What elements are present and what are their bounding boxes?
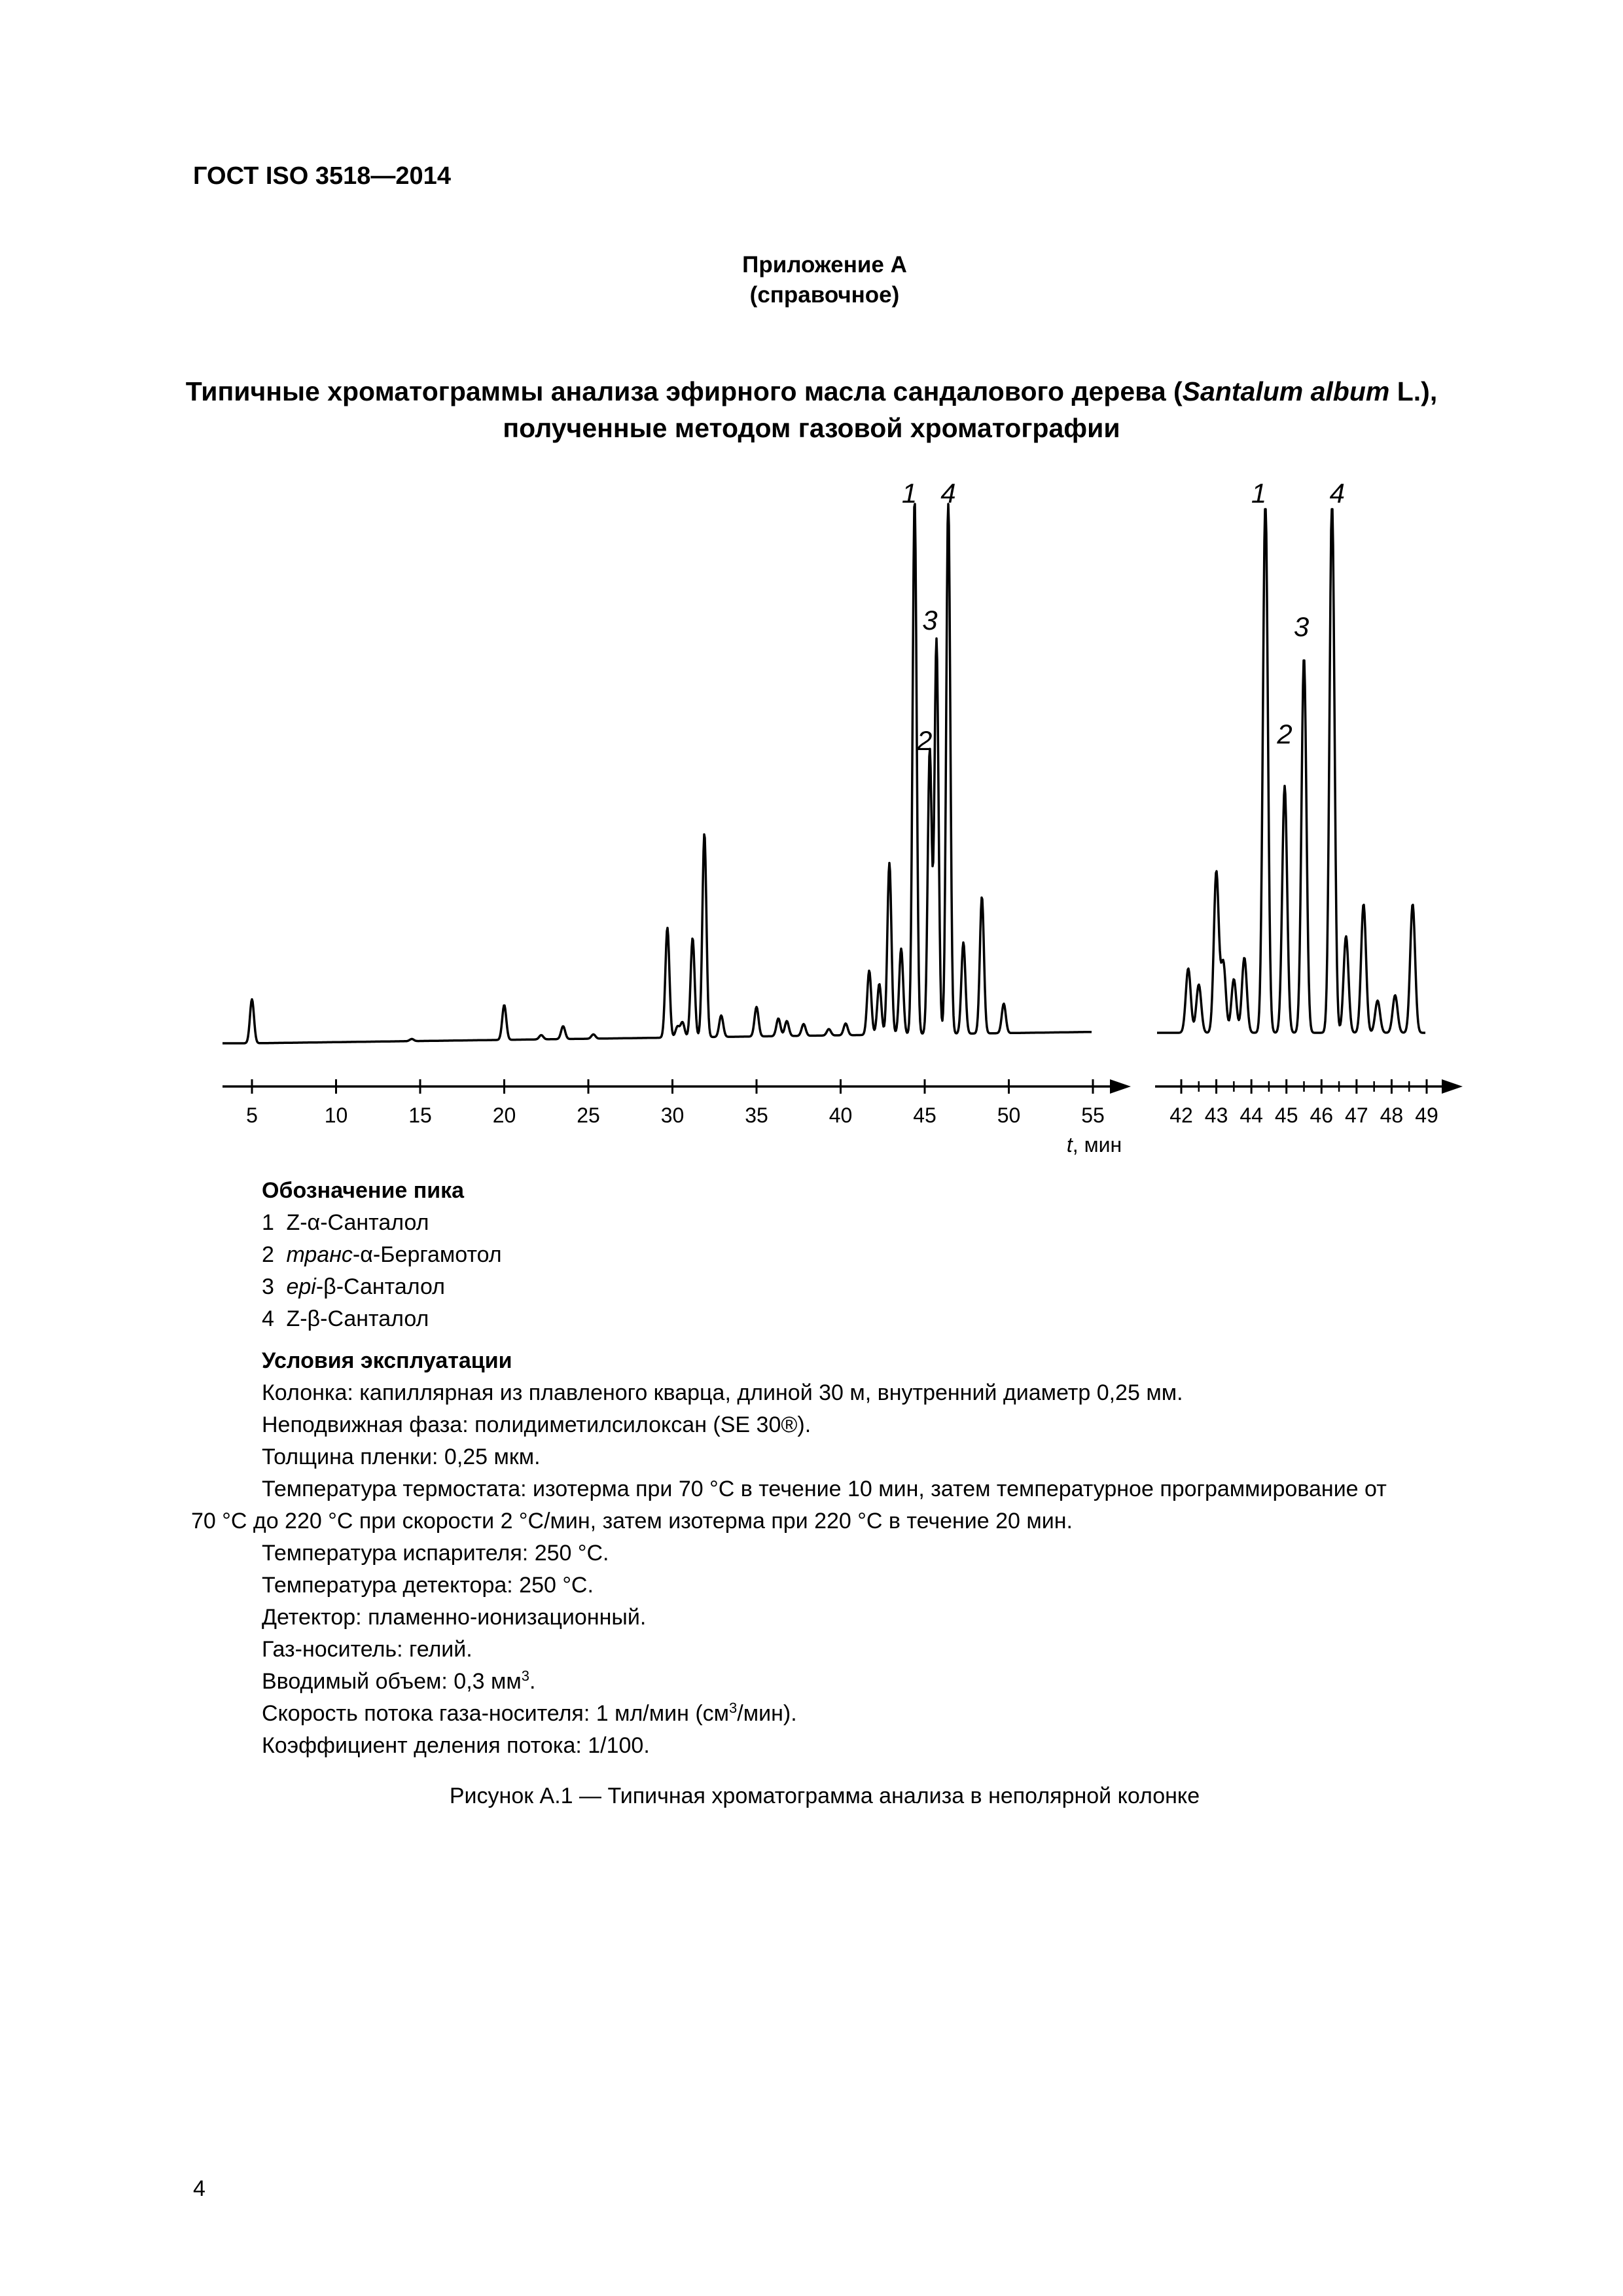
x-tick-label: 55 [1081,1103,1105,1127]
peak-number-label: 3 [922,605,938,636]
condition-film-thickness: Толщина пленки: 0,25 мкм. [262,1444,541,1469]
chromatogram-trace [223,504,1092,1043]
figure-caption: Рисунок А.1 — Типичная хроматограмма анализа в неполярной колонке [449,1784,1200,1808]
conditions-title: Условия эксплуатации [262,1348,512,1373]
x-tick-label: 49 [1415,1103,1438,1127]
x-tick-label: 43 [1204,1103,1228,1127]
flow-rate-end: /мин). [737,1701,797,1726]
condition-injection-volume [262,1666,1505,1698]
legend-item-prefix: Z-α- [286,1210,328,1235]
x-tick-label: 42 [1169,1103,1193,1127]
legend-item-prefix: Z-β- [286,1306,328,1331]
condition-injector-temperature: Температура испарителя: 250 °С. [262,1541,609,1566]
condition-detector: Детектор: пламенно-ионизационный. [262,1605,647,1630]
x-tick-label: 10 [324,1103,348,1127]
legend-item-number: 2 [262,1242,274,1267]
condition-split-ratio: Коэффициент деления потока: 1/100. [262,1733,650,1758]
legend-item-text: -α-Бергамотол [352,1242,502,1267]
peak-number-label: 4 [1329,478,1346,509]
chromatogram-zoom [1155,478,1463,1127]
flow-rate-sup: 3 [729,1700,738,1716]
x-tick-label: 50 [997,1103,1021,1127]
chart-title-pre: Типичные хроматограммы анализа эфирного масла сандалового дерева ( [185,376,1183,406]
condition-detector-temperature: Температура детектора: 250 °С. [262,1573,594,1598]
legend-item-number: 4 [262,1306,274,1331]
peak-number-label: 2 [1277,719,1293,749]
legend-item [262,1207,502,1239]
x-tick-label: 44 [1240,1103,1263,1127]
chart-title-species: Santalum album [1182,376,1390,406]
x-axis-arrow [1442,1079,1463,1094]
injection-volume-text: Вводимый объем: 0,3 мм [262,1669,522,1694]
page-number: 4 [193,2176,205,2201]
peak-number-label: 1 [1251,478,1267,509]
legend-item [262,1271,502,1303]
x-axis-label-variable: t [1066,1133,1073,1157]
chart-title-post: L.), [1389,376,1438,406]
condition-column: Колонка: капиллярная из плавленого кварца, длиной 30 м, внутренний диаметр 0,25 мм. [262,1380,1183,1405]
document-header: ГОСТ ISO 3518—2014 [193,162,451,190]
x-tick-label: 45 [1274,1103,1298,1127]
x-tick-label: 35 [745,1103,768,1127]
legend-item-text: Санталол [327,1210,429,1235]
chromatogram-full [223,478,1131,1157]
legend-title: Обозначение пика [262,1178,465,1203]
operating-conditions [191,1345,1505,1762]
legend-item-text: Санталол [327,1306,429,1331]
flow-rate-text: Скорость потока газа-носителя: 1 мл/мин (см [262,1701,730,1726]
x-tick-label: 45 [913,1103,936,1127]
injection-volume-end: . [529,1669,536,1694]
legend-item-italic: транс [286,1242,353,1267]
chart-title-line-2: полученные методом газовой хроматографии [503,413,1120,443]
appendix-subtitle: (справочное) [749,282,900,308]
legend-item-number: 3 [262,1274,274,1299]
appendix-title: Приложение А [742,252,907,278]
x-tick-label: 25 [577,1103,600,1127]
legend-item-text: -β-Санталол [315,1274,445,1299]
x-axis-label [1067,1133,1122,1157]
legend-item [262,1303,502,1335]
condition-oven-temperature-continued: 70 °С до 220 °С при скорости 2 °С/мин, затем изотерма при 220 °С в течение 20 мин. [191,1509,1073,1534]
x-axis-label-unit: , мин [1072,1133,1122,1157]
x-tick-label: 15 [408,1103,432,1127]
legend-item [262,1239,502,1271]
x-tick-label: 20 [492,1103,516,1127]
peak-number-label: 4 [940,478,956,509]
x-tick-label: 46 [1310,1103,1334,1127]
condition-oven-temperature: Температура термостата: изотерма при 70 °С в течение 10 мин, затем температурное программирование от [262,1477,1387,1501]
legend-item-italic: epi [286,1274,316,1299]
peak-number-label: 2 [917,725,933,756]
peak-number-label: 3 [1293,611,1310,642]
peak-number-label: 1 [901,478,918,509]
condition-stationary-phase: Неподвижная фаза: полидиметилсилоксан (SE 30®). [262,1412,812,1437]
chromatogram-trace [1157,509,1425,1033]
x-tick-label: 40 [829,1103,853,1127]
legend-item-number: 1 [262,1210,274,1235]
x-tick-label: 5 [246,1103,258,1127]
x-axis-arrow [1110,1079,1131,1094]
condition-flow-rate [262,1698,1505,1730]
x-tick-label: 47 [1345,1103,1368,1127]
x-tick-label: 30 [660,1103,685,1127]
condition-carrier-gas: Газ-носитель: гелий. [262,1637,473,1662]
injection-volume-sup: 3 [521,1668,529,1684]
peak-legend [262,1175,502,1335]
x-tick-label: 48 [1380,1103,1404,1127]
